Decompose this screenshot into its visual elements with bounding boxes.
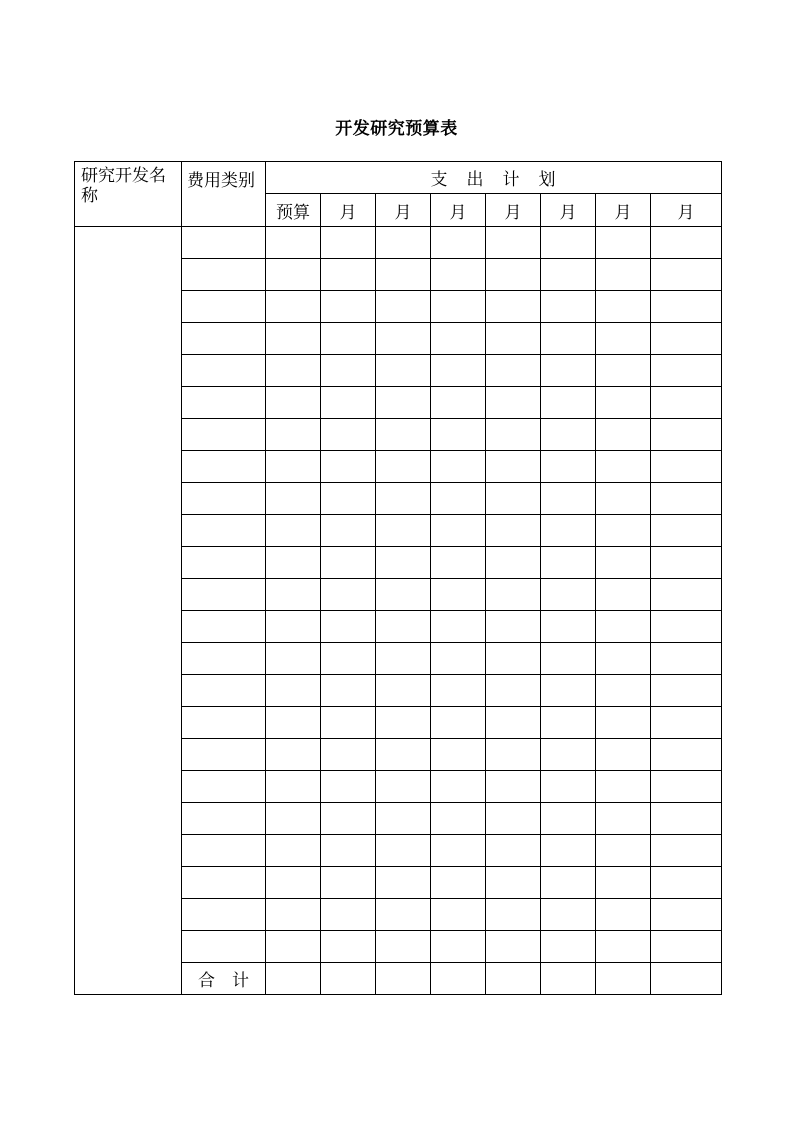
month-amount-cell[interactable]	[541, 771, 596, 803]
month-amount-cell[interactable]	[486, 931, 541, 963]
month-amount-cell[interactable]	[596, 963, 651, 995]
month-amount-cell[interactable]	[541, 707, 596, 739]
budget-cell[interactable]	[266, 291, 321, 323]
header-budget: 预算	[266, 194, 321, 227]
budget-cell[interactable]	[266, 611, 321, 643]
category-cell[interactable]	[182, 387, 266, 419]
budget-cell[interactable]	[266, 707, 321, 739]
month-amount-cell[interactable]	[376, 739, 431, 771]
month-amount-cell[interactable]	[651, 963, 722, 995]
month-amount-cell[interactable]	[376, 803, 431, 835]
header-month: 月	[596, 194, 651, 227]
month-amount-cell[interactable]	[376, 643, 431, 675]
month-amount-cell[interactable]	[541, 387, 596, 419]
month-amount-cell[interactable]	[376, 387, 431, 419]
budget-table	[74, 161, 722, 995]
project-name-cell[interactable]	[75, 227, 182, 995]
month-amount-cell[interactable]	[596, 739, 651, 771]
month-amount-cell[interactable]	[651, 771, 722, 803]
month-amount-cell[interactable]	[541, 451, 596, 483]
month-amount-cell[interactable]	[486, 291, 541, 323]
month-amount-cell[interactable]	[321, 227, 376, 259]
month-amount-cell[interactable]	[376, 419, 431, 451]
month-amount-cell[interactable]	[431, 483, 486, 515]
budget-cell[interactable]	[266, 451, 321, 483]
category-cell[interactable]	[182, 867, 266, 899]
month-amount-cell[interactable]	[486, 707, 541, 739]
category-cell[interactable]	[182, 803, 266, 835]
month-amount-cell[interactable]	[321, 739, 376, 771]
month-amount-cell[interactable]	[486, 387, 541, 419]
month-amount-cell[interactable]	[541, 483, 596, 515]
month-amount-cell[interactable]	[321, 675, 376, 707]
month-amount-cell[interactable]	[431, 867, 486, 899]
month-amount-cell[interactable]	[596, 803, 651, 835]
category-cell[interactable]	[182, 323, 266, 355]
month-amount-cell[interactable]	[541, 547, 596, 579]
month-amount-cell[interactable]	[376, 291, 431, 323]
month-amount-cell[interactable]	[431, 323, 486, 355]
month-amount-cell[interactable]	[596, 579, 651, 611]
month-amount-cell[interactable]	[486, 643, 541, 675]
month-amount-cell[interactable]	[541, 835, 596, 867]
month-amount-cell[interactable]	[651, 419, 722, 451]
budget-cell[interactable]	[266, 515, 321, 547]
month-amount-cell[interactable]	[376, 899, 431, 931]
month-amount-cell[interactable]	[486, 963, 541, 995]
budget-cell[interactable]	[266, 227, 321, 259]
month-amount-cell[interactable]	[651, 515, 722, 547]
month-amount-cell[interactable]	[376, 483, 431, 515]
month-amount-cell[interactable]	[651, 259, 722, 291]
month-amount-cell[interactable]	[321, 611, 376, 643]
month-amount-cell[interactable]	[541, 515, 596, 547]
month-amount-cell[interactable]	[541, 259, 596, 291]
header-month: 月	[486, 194, 541, 227]
header-expenditure-plan: 支 出 计 划	[266, 162, 722, 194]
month-amount-cell[interactable]	[541, 643, 596, 675]
month-amount-cell[interactable]	[486, 227, 541, 259]
budget-cell[interactable]	[266, 899, 321, 931]
month-amount-cell[interactable]	[541, 963, 596, 995]
month-amount-cell[interactable]	[596, 867, 651, 899]
month-amount-cell[interactable]	[541, 739, 596, 771]
budget-cell[interactable]	[266, 643, 321, 675]
month-amount-cell[interactable]	[431, 419, 486, 451]
category-cell[interactable]	[182, 419, 266, 451]
month-amount-cell[interactable]	[541, 675, 596, 707]
month-amount-cell[interactable]	[431, 643, 486, 675]
month-amount-cell[interactable]	[486, 451, 541, 483]
month-amount-cell[interactable]	[376, 963, 431, 995]
month-amount-cell[interactable]	[651, 579, 722, 611]
month-amount-cell[interactable]	[321, 579, 376, 611]
month-amount-cell[interactable]	[321, 451, 376, 483]
month-amount-cell[interactable]	[486, 771, 541, 803]
month-amount-cell[interactable]	[486, 835, 541, 867]
month-amount-cell[interactable]	[321, 291, 376, 323]
month-amount-cell[interactable]	[651, 451, 722, 483]
month-amount-cell[interactable]	[376, 835, 431, 867]
month-amount-cell[interactable]	[321, 483, 376, 515]
header-project-name: 研究开发名称	[75, 162, 182, 227]
month-amount-cell[interactable]	[651, 803, 722, 835]
month-amount-cell[interactable]	[541, 291, 596, 323]
budget-cell[interactable]	[266, 803, 321, 835]
month-amount-cell[interactable]	[541, 803, 596, 835]
month-amount-cell[interactable]	[376, 675, 431, 707]
month-amount-cell[interactable]	[321, 899, 376, 931]
month-amount-cell[interactable]	[541, 931, 596, 963]
month-amount-cell[interactable]	[376, 515, 431, 547]
month-amount-cell[interactable]	[596, 643, 651, 675]
month-amount-cell[interactable]	[431, 355, 486, 387]
month-amount-cell[interactable]	[596, 899, 651, 931]
month-amount-cell[interactable]	[596, 547, 651, 579]
month-amount-cell[interactable]	[596, 291, 651, 323]
budget-cell[interactable]	[266, 675, 321, 707]
month-amount-cell[interactable]	[596, 323, 651, 355]
month-amount-cell[interactable]	[541, 227, 596, 259]
month-amount-cell[interactable]	[431, 451, 486, 483]
budget-cell[interactable]	[266, 963, 321, 995]
month-amount-cell[interactable]	[486, 547, 541, 579]
budget-cell[interactable]	[266, 835, 321, 867]
month-amount-cell[interactable]	[486, 611, 541, 643]
month-amount-cell[interactable]	[651, 227, 722, 259]
budget-cell[interactable]	[266, 419, 321, 451]
month-amount-cell[interactable]	[486, 579, 541, 611]
month-amount-cell[interactable]	[651, 387, 722, 419]
month-amount-cell[interactable]	[321, 963, 376, 995]
category-cell[interactable]	[182, 227, 266, 259]
month-amount-cell[interactable]	[321, 355, 376, 387]
month-amount-cell[interactable]	[596, 419, 651, 451]
month-amount-cell[interactable]	[541, 899, 596, 931]
month-amount-cell[interactable]	[376, 771, 431, 803]
month-amount-cell[interactable]	[596, 515, 651, 547]
header-month: 月	[376, 194, 431, 227]
month-amount-cell[interactable]	[431, 707, 486, 739]
month-amount-cell[interactable]	[486, 259, 541, 291]
month-amount-cell[interactable]	[321, 387, 376, 419]
month-amount-cell[interactable]	[376, 227, 431, 259]
budget-cell[interactable]	[266, 867, 321, 899]
month-amount-cell[interactable]	[431, 227, 486, 259]
month-amount-cell[interactable]	[541, 867, 596, 899]
month-amount-cell[interactable]	[651, 547, 722, 579]
month-amount-cell[interactable]	[431, 963, 486, 995]
category-cell[interactable]	[182, 483, 266, 515]
month-amount-cell[interactable]	[431, 931, 486, 963]
category-cell[interactable]	[182, 355, 266, 387]
category-cell[interactable]	[182, 739, 266, 771]
category-cell[interactable]	[182, 931, 266, 963]
total-label: 合 计	[182, 963, 266, 995]
month-amount-cell[interactable]	[376, 867, 431, 899]
month-amount-cell[interactable]	[651, 899, 722, 931]
month-amount-cell[interactable]	[596, 259, 651, 291]
month-amount-cell[interactable]	[486, 515, 541, 547]
category-cell[interactable]	[182, 579, 266, 611]
month-amount-cell[interactable]	[431, 899, 486, 931]
header-month: 月	[431, 194, 486, 227]
category-cell[interactable]	[182, 547, 266, 579]
month-amount-cell[interactable]	[431, 739, 486, 771]
month-amount-cell[interactable]	[376, 547, 431, 579]
month-amount-cell[interactable]	[431, 803, 486, 835]
month-amount-cell[interactable]	[486, 323, 541, 355]
month-amount-cell[interactable]	[321, 835, 376, 867]
month-amount-cell[interactable]	[431, 291, 486, 323]
month-amount-cell[interactable]	[321, 803, 376, 835]
category-cell[interactable]	[182, 291, 266, 323]
month-amount-cell[interactable]	[596, 483, 651, 515]
month-amount-cell[interactable]	[431, 835, 486, 867]
budget-cell[interactable]	[266, 547, 321, 579]
month-amount-cell[interactable]	[376, 355, 431, 387]
category-cell[interactable]	[182, 675, 266, 707]
header-month: 月	[541, 194, 596, 227]
month-amount-cell[interactable]	[651, 643, 722, 675]
month-amount-cell[interactable]	[376, 579, 431, 611]
month-amount-cell[interactable]	[321, 643, 376, 675]
month-amount-cell[interactable]	[541, 355, 596, 387]
month-amount-cell[interactable]	[431, 611, 486, 643]
budget-cell[interactable]	[266, 355, 321, 387]
month-amount-cell[interactable]	[376, 611, 431, 643]
month-amount-cell[interactable]	[651, 739, 722, 771]
month-amount-cell[interactable]	[651, 675, 722, 707]
month-amount-cell[interactable]	[431, 771, 486, 803]
month-amount-cell[interactable]	[541, 611, 596, 643]
category-cell[interactable]	[182, 707, 266, 739]
month-amount-cell[interactable]	[321, 419, 376, 451]
budget-cell[interactable]	[266, 931, 321, 963]
header-month: 月	[651, 194, 722, 227]
category-cell[interactable]	[182, 611, 266, 643]
budget-cell[interactable]	[266, 323, 321, 355]
month-amount-cell[interactable]	[376, 323, 431, 355]
month-amount-cell[interactable]	[376, 707, 431, 739]
month-amount-cell[interactable]	[321, 771, 376, 803]
month-amount-cell[interactable]	[321, 867, 376, 899]
month-amount-cell[interactable]	[431, 675, 486, 707]
budget-cell[interactable]	[266, 483, 321, 515]
month-amount-cell[interactable]	[321, 707, 376, 739]
month-amount-cell[interactable]	[486, 899, 541, 931]
category-cell[interactable]	[182, 899, 266, 931]
category-cell[interactable]	[182, 771, 266, 803]
month-amount-cell[interactable]	[376, 931, 431, 963]
month-amount-cell[interactable]	[541, 579, 596, 611]
category-cell[interactable]	[182, 451, 266, 483]
header-expense-category: 费用类别	[182, 162, 266, 227]
category-cell[interactable]	[182, 259, 266, 291]
month-amount-cell[interactable]	[486, 419, 541, 451]
month-amount-cell[interactable]	[651, 483, 722, 515]
month-amount-cell[interactable]	[431, 547, 486, 579]
budget-cell[interactable]	[266, 579, 321, 611]
month-amount-cell[interactable]	[321, 323, 376, 355]
month-amount-cell[interactable]	[596, 835, 651, 867]
month-amount-cell[interactable]	[321, 547, 376, 579]
month-amount-cell[interactable]	[486, 483, 541, 515]
month-amount-cell[interactable]	[651, 291, 722, 323]
month-amount-cell[interactable]	[596, 675, 651, 707]
month-amount-cell[interactable]	[541, 323, 596, 355]
month-amount-cell[interactable]	[596, 707, 651, 739]
month-amount-cell[interactable]	[431, 259, 486, 291]
month-amount-cell[interactable]	[431, 579, 486, 611]
month-amount-cell[interactable]	[651, 355, 722, 387]
month-amount-cell[interactable]	[486, 675, 541, 707]
month-amount-cell[interactable]	[321, 931, 376, 963]
header-month: 月	[321, 194, 376, 227]
month-amount-cell[interactable]	[651, 707, 722, 739]
document-title: 开发研究预算表	[335, 119, 458, 139]
category-cell[interactable]	[182, 835, 266, 867]
month-amount-cell[interactable]	[376, 259, 431, 291]
month-amount-cell[interactable]	[321, 515, 376, 547]
month-amount-cell[interactable]	[651, 867, 722, 899]
month-amount-cell[interactable]	[596, 355, 651, 387]
month-amount-cell[interactable]	[431, 387, 486, 419]
budget-cell[interactable]	[266, 259, 321, 291]
budget-cell[interactable]	[266, 739, 321, 771]
month-amount-cell[interactable]	[486, 803, 541, 835]
month-amount-cell[interactable]	[376, 451, 431, 483]
table-row	[75, 227, 722, 259]
month-amount-cell[interactable]	[596, 931, 651, 963]
month-amount-cell[interactable]	[486, 739, 541, 771]
month-amount-cell[interactable]	[596, 227, 651, 259]
month-amount-cell[interactable]	[651, 611, 722, 643]
month-amount-cell[interactable]	[486, 355, 541, 387]
month-amount-cell[interactable]	[431, 515, 486, 547]
month-amount-cell[interactable]	[541, 419, 596, 451]
month-amount-cell[interactable]	[321, 259, 376, 291]
month-amount-cell[interactable]	[596, 771, 651, 803]
month-amount-cell[interactable]	[651, 931, 722, 963]
budget-cell[interactable]	[266, 387, 321, 419]
month-amount-cell[interactable]	[651, 323, 722, 355]
category-cell[interactable]	[182, 643, 266, 675]
month-amount-cell[interactable]	[596, 387, 651, 419]
month-amount-cell[interactable]	[596, 451, 651, 483]
budget-cell[interactable]	[266, 771, 321, 803]
header-row-1	[75, 162, 722, 194]
category-cell[interactable]	[182, 515, 266, 547]
month-amount-cell[interactable]	[651, 835, 722, 867]
month-amount-cell[interactable]	[596, 611, 651, 643]
month-amount-cell[interactable]	[486, 867, 541, 899]
